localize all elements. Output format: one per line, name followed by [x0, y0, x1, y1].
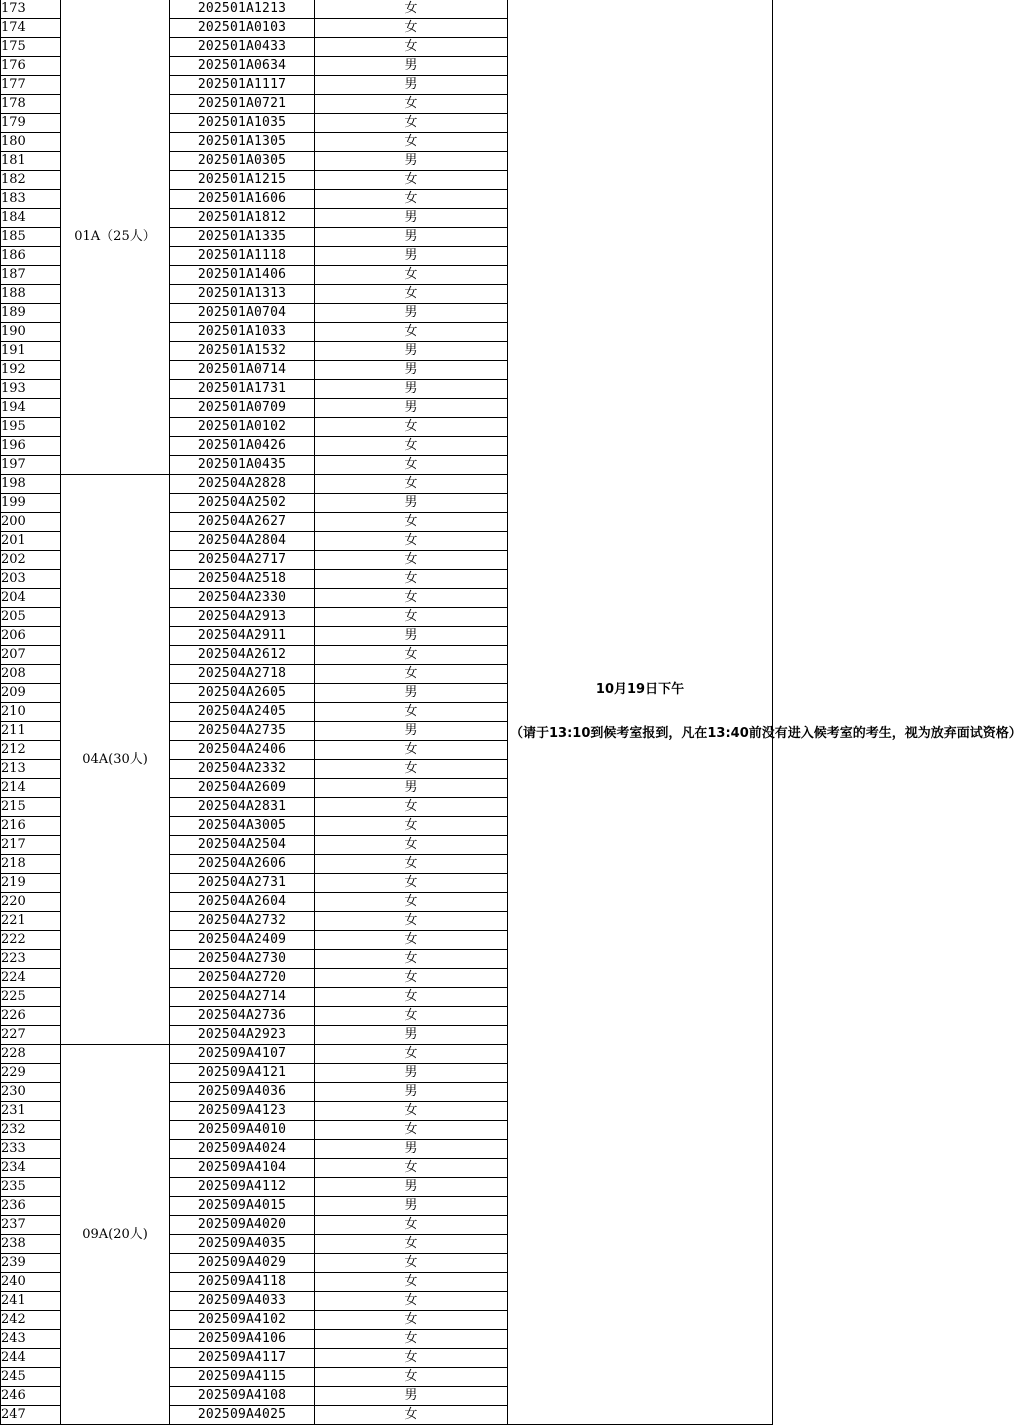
sequence-number-cell: 219 — [1, 874, 61, 893]
sequence-number-cell: 222 — [1, 931, 61, 950]
gender-cell: 女 — [315, 95, 508, 114]
ticket-number-cell: 202504A2735 — [170, 722, 315, 741]
gender-cell: 女 — [315, 1045, 508, 1064]
ticket-number-cell: 202501A1117 — [170, 76, 315, 95]
gender-cell: 女 — [315, 1121, 508, 1140]
gender-cell: 女 — [315, 1311, 508, 1330]
gender-cell: 女 — [315, 646, 508, 665]
sequence-number-cell: 223 — [1, 950, 61, 969]
ticket-number-cell: 202509A4010 — [170, 1121, 315, 1140]
sequence-number-cell: 213 — [1, 760, 61, 779]
gender-cell: 女 — [315, 760, 508, 779]
ticket-number-cell: 202509A4024 — [170, 1140, 315, 1159]
gender-cell: 男 — [315, 494, 508, 513]
sequence-number-cell: 175 — [1, 38, 61, 57]
gender-cell: 女 — [315, 589, 508, 608]
sequence-number-cell: 193 — [1, 380, 61, 399]
gender-cell: 男 — [315, 380, 508, 399]
gender-cell: 女 — [315, 1159, 508, 1178]
ticket-number-cell: 202509A4117 — [170, 1349, 315, 1368]
gender-cell: 女 — [315, 1330, 508, 1349]
gender-cell: 女 — [315, 1007, 508, 1026]
sequence-number-cell: 201 — [1, 532, 61, 551]
ticket-number-cell: 202504A2609 — [170, 779, 315, 798]
ticket-number-cell: 202509A4104 — [170, 1159, 315, 1178]
sequence-number-cell: 190 — [1, 323, 61, 342]
gender-cell: 女 — [315, 741, 508, 760]
gender-cell: 女 — [315, 456, 508, 475]
sequence-number-cell: 177 — [1, 76, 61, 95]
sequence-number-cell: 174 — [1, 19, 61, 38]
gender-cell: 女 — [315, 551, 508, 570]
gender-cell: 男 — [315, 247, 508, 266]
table-row — [1, 0, 773, 19]
ticket-number-cell: 202504A2732 — [170, 912, 315, 931]
gender-cell: 女 — [315, 513, 508, 532]
ticket-number-cell: 202504A2627 — [170, 513, 315, 532]
gender-cell: 男 — [315, 342, 508, 361]
ticket-number-cell: 202509A4115 — [170, 1368, 315, 1387]
sequence-number-cell: 204 — [1, 589, 61, 608]
ticket-number-cell: 202501A0433 — [170, 38, 315, 57]
gender-cell: 女 — [315, 912, 508, 931]
ticket-number-cell: 202509A4112 — [170, 1178, 315, 1197]
sequence-number-cell: 245 — [1, 1368, 61, 1387]
ticket-number-cell: 202501A1213 — [170, 0, 315, 19]
ticket-number-cell: 202504A2731 — [170, 874, 315, 893]
gender-cell: 男 — [315, 228, 508, 247]
gender-cell: 女 — [315, 475, 508, 494]
ticket-number-cell: 202509A4121 — [170, 1064, 315, 1083]
ticket-number-cell: 202509A4108 — [170, 1387, 315, 1406]
ticket-number-cell: 202504A2409 — [170, 931, 315, 950]
sequence-number-cell: 207 — [1, 646, 61, 665]
gender-cell: 男 — [315, 627, 508, 646]
ticket-number-cell: 202509A4015 — [170, 1197, 315, 1216]
gender-cell: 男 — [315, 209, 508, 228]
sequence-number-cell: 218 — [1, 855, 61, 874]
gender-cell: 女 — [315, 969, 508, 988]
sequence-number-cell: 242 — [1, 1311, 61, 1330]
gender-cell: 男 — [315, 76, 508, 95]
gender-cell: 男 — [315, 684, 508, 703]
ticket-number-cell: 202501A1812 — [170, 209, 315, 228]
ticket-number-cell: 202509A4036 — [170, 1083, 315, 1102]
sequence-number-cell: 217 — [1, 836, 61, 855]
gender-cell: 女 — [315, 171, 508, 190]
ticket-number-cell: 202504A2831 — [170, 798, 315, 817]
sequence-number-cell: 210 — [1, 703, 61, 722]
gender-cell: 女 — [315, 817, 508, 836]
ticket-number-cell: 202509A4035 — [170, 1235, 315, 1254]
check-in-instructions: （请于13:10到候考室报到，凡在13:40前没有进入候考室的考生，视为放弃面试资格） — [510, 726, 1022, 741]
gender-cell: 男 — [315, 304, 508, 323]
sequence-number-cell: 220 — [1, 893, 61, 912]
sequence-number-cell: 194 — [1, 399, 61, 418]
ticket-number-cell: 202504A2828 — [170, 475, 315, 494]
gender-cell: 女 — [315, 1254, 508, 1273]
sequence-number-cell: 226 — [1, 1007, 61, 1026]
ticket-number-cell: 202504A2736 — [170, 1007, 315, 1026]
sequence-number-cell: 187 — [1, 266, 61, 285]
ticket-number-cell: 202509A4107 — [170, 1045, 315, 1064]
gender-cell: 男 — [315, 57, 508, 76]
sequence-number-cell: 225 — [1, 988, 61, 1007]
gender-cell: 女 — [315, 893, 508, 912]
sequence-number-cell: 227 — [1, 1026, 61, 1045]
sequence-number-cell: 237 — [1, 1216, 61, 1235]
ticket-number-cell: 202501A0435 — [170, 456, 315, 475]
sequence-number-cell: 212 — [1, 741, 61, 760]
ticket-number-cell: 202504A2923 — [170, 1026, 315, 1045]
sequence-number-cell: 243 — [1, 1330, 61, 1349]
gender-cell: 女 — [315, 665, 508, 684]
sequence-number-cell: 233 — [1, 1140, 61, 1159]
gender-cell: 男 — [315, 1140, 508, 1159]
sequence-number-cell: 224 — [1, 969, 61, 988]
sequence-number-cell: 199 — [1, 494, 61, 513]
gender-cell: 女 — [315, 855, 508, 874]
gender-cell: 女 — [315, 114, 508, 133]
ticket-number-cell: 202504A2405 — [170, 703, 315, 722]
ticket-number-cell: 202501A1532 — [170, 342, 315, 361]
ticket-number-cell: 202504A2406 — [170, 741, 315, 760]
ticket-number-cell: 202509A4033 — [170, 1292, 315, 1311]
gender-cell: 女 — [315, 950, 508, 969]
gender-cell: 女 — [315, 1102, 508, 1121]
gender-cell: 女 — [315, 38, 508, 57]
sequence-number-cell: 231 — [1, 1102, 61, 1121]
sequence-number-cell: 246 — [1, 1387, 61, 1406]
ticket-number-cell: 202509A4106 — [170, 1330, 315, 1349]
sequence-number-cell: 192 — [1, 361, 61, 380]
ticket-number-cell: 202504A2504 — [170, 836, 315, 855]
ticket-number-cell: 202509A4118 — [170, 1273, 315, 1292]
gender-cell: 男 — [315, 361, 508, 380]
sequence-number-cell: 229 — [1, 1064, 61, 1083]
sequence-number-cell: 183 — [1, 190, 61, 209]
gender-cell: 女 — [315, 1406, 508, 1425]
position-group-cell: 01A（25人） — [61, 0, 170, 475]
ticket-number-cell: 202501A1035 — [170, 114, 315, 133]
gender-cell: 男 — [315, 1026, 508, 1045]
gender-cell: 女 — [315, 570, 508, 589]
ticket-number-cell: 202504A2332 — [170, 760, 315, 779]
sequence-number-cell: 202 — [1, 551, 61, 570]
ticket-number-cell: 202509A4123 — [170, 1102, 315, 1121]
sequence-number-cell: 200 — [1, 513, 61, 532]
sequence-number-cell: 186 — [1, 247, 61, 266]
ticket-number-cell: 202501A0709 — [170, 399, 315, 418]
ticket-number-cell: 202509A4102 — [170, 1311, 315, 1330]
ticket-number-cell: 202501A0103 — [170, 19, 315, 38]
sequence-number-cell: 230 — [1, 1083, 61, 1102]
sequence-number-cell: 235 — [1, 1178, 61, 1197]
gender-cell: 女 — [315, 133, 508, 152]
position-group-cell: 09A(20人) — [61, 1045, 170, 1425]
sequence-number-cell: 214 — [1, 779, 61, 798]
sequence-number-cell: 185 — [1, 228, 61, 247]
sequence-number-cell: 197 — [1, 456, 61, 475]
ticket-number-cell: 202504A2518 — [170, 570, 315, 589]
ticket-number-cell: 202501A1215 — [170, 171, 315, 190]
gender-cell: 女 — [315, 836, 508, 855]
ticket-number-cell: 202501A1731 — [170, 380, 315, 399]
ticket-number-cell: 202504A2804 — [170, 532, 315, 551]
sequence-number-cell: 173 — [1, 0, 61, 19]
gender-cell: 女 — [315, 798, 508, 817]
gender-cell: 女 — [315, 874, 508, 893]
ticket-number-cell: 202504A2717 — [170, 551, 315, 570]
ticket-number-cell: 202504A2718 — [170, 665, 315, 684]
gender-cell: 女 — [315, 931, 508, 950]
gender-cell: 男 — [315, 399, 508, 418]
ticket-number-cell: 202504A2605 — [170, 684, 315, 703]
sequence-number-cell: 195 — [1, 418, 61, 437]
ticket-number-cell: 202501A1335 — [170, 228, 315, 247]
gender-cell: 女 — [315, 1273, 508, 1292]
ticket-number-cell: 202501A0704 — [170, 304, 315, 323]
gender-cell: 男 — [315, 722, 508, 741]
sequence-number-cell: 205 — [1, 608, 61, 627]
sequence-number-cell: 181 — [1, 152, 61, 171]
roster-body — [1, 0, 1022, 1425]
sequence-number-cell: 244 — [1, 1349, 61, 1368]
ticket-number-cell: 202501A1313 — [170, 285, 315, 304]
ticket-number-cell: 202501A1406 — [170, 266, 315, 285]
ticket-number-cell: 202504A2730 — [170, 950, 315, 969]
gender-cell: 女 — [315, 1216, 508, 1235]
gender-cell: 男 — [315, 152, 508, 171]
sequence-number-cell: 198 — [1, 475, 61, 494]
gender-cell: 女 — [315, 988, 508, 1007]
sequence-number-cell: 247 — [1, 1406, 61, 1425]
sequence-number-cell: 182 — [1, 171, 61, 190]
sequence-number-cell: 232 — [1, 1121, 61, 1140]
ticket-number-cell: 202501A1606 — [170, 190, 315, 209]
ticket-number-cell: 202501A1033 — [170, 323, 315, 342]
sequence-number-cell: 240 — [1, 1273, 61, 1292]
sequence-number-cell: 176 — [1, 57, 61, 76]
gender-cell: 男 — [315, 1083, 508, 1102]
gender-cell: 女 — [315, 1292, 508, 1311]
gender-cell: 女 — [315, 608, 508, 627]
ticket-number-cell: 202504A2604 — [170, 893, 315, 912]
ticket-number-cell: 202504A2606 — [170, 855, 315, 874]
sequence-number-cell: 241 — [1, 1292, 61, 1311]
ticket-number-cell: 202501A0426 — [170, 437, 315, 456]
gender-cell: 男 — [315, 1197, 508, 1216]
ticket-number-cell: 202501A1305 — [170, 133, 315, 152]
gender-cell: 女 — [315, 1349, 508, 1368]
sequence-number-cell: 184 — [1, 209, 61, 228]
gender-cell: 女 — [315, 418, 508, 437]
sequence-number-cell: 236 — [1, 1197, 61, 1216]
gender-cell: 男 — [315, 1064, 508, 1083]
sequence-number-cell: 228 — [1, 1045, 61, 1064]
ticket-number-cell: 202501A0102 — [170, 418, 315, 437]
gender-cell: 女 — [315, 1368, 508, 1387]
sequence-number-cell: 188 — [1, 285, 61, 304]
gender-cell: 女 — [315, 266, 508, 285]
gender-cell: 女 — [315, 19, 508, 38]
gender-cell: 男 — [315, 1178, 508, 1197]
gender-cell: 女 — [315, 437, 508, 456]
ticket-number-cell: 202504A2612 — [170, 646, 315, 665]
sequence-number-cell: 238 — [1, 1235, 61, 1254]
ticket-number-cell: 202501A1118 — [170, 247, 315, 266]
gender-cell: 女 — [315, 1235, 508, 1254]
sequence-number-cell: 180 — [1, 133, 61, 152]
ticket-number-cell: 202509A4029 — [170, 1254, 315, 1273]
gender-cell: 女 — [315, 532, 508, 551]
sequence-number-cell: 221 — [1, 912, 61, 931]
ticket-number-cell: 202509A4020 — [170, 1216, 315, 1235]
ticket-number-cell: 202501A0634 — [170, 57, 315, 76]
ticket-number-cell: 202504A2714 — [170, 988, 315, 1007]
sequence-number-cell: 216 — [1, 817, 61, 836]
sequence-number-cell: 203 — [1, 570, 61, 589]
sequence-number-cell: 189 — [1, 304, 61, 323]
ticket-number-cell: 202504A2913 — [170, 608, 315, 627]
ticket-number-cell: 202509A4025 — [170, 1406, 315, 1425]
ticket-number-cell: 202504A3005 — [170, 817, 315, 836]
interview-date-label: 10月19日下午 — [595, 682, 685, 697]
sequence-number-cell: 211 — [1, 722, 61, 741]
sequence-number-cell: 208 — [1, 665, 61, 684]
gender-cell: 女 — [315, 703, 508, 722]
sequence-number-cell: 239 — [1, 1254, 61, 1273]
gender-cell: 男 — [315, 1387, 508, 1406]
schedule-note-cell — [508, 0, 1022, 1425]
ticket-number-cell: 202504A2502 — [170, 494, 315, 513]
sequence-number-cell: 215 — [1, 798, 61, 817]
ticket-number-cell: 202501A0721 — [170, 95, 315, 114]
gender-cell: 女 — [315, 323, 508, 342]
gender-cell: 男 — [315, 779, 508, 798]
position-group-cell: 04A(30人) — [61, 475, 170, 1045]
ticket-number-cell: 202504A2911 — [170, 627, 315, 646]
ticket-number-cell: 202504A2330 — [170, 589, 315, 608]
sequence-number-cell: 206 — [1, 627, 61, 646]
sequence-number-cell: 234 — [1, 1159, 61, 1178]
sequence-number-cell: 191 — [1, 342, 61, 361]
sequence-number-cell: 209 — [1, 684, 61, 703]
gender-cell: 女 — [315, 285, 508, 304]
sequence-number-cell: 196 — [1, 437, 61, 456]
ticket-number-cell: 202501A0305 — [170, 152, 315, 171]
gender-cell: 女 — [315, 190, 508, 209]
ticket-number-cell: 202504A2720 — [170, 969, 315, 988]
gender-cell: 女 — [315, 0, 508, 19]
ticket-number-cell: 202501A0714 — [170, 361, 315, 380]
sequence-number-cell: 178 — [1, 95, 61, 114]
sequence-number-cell: 179 — [1, 114, 61, 133]
